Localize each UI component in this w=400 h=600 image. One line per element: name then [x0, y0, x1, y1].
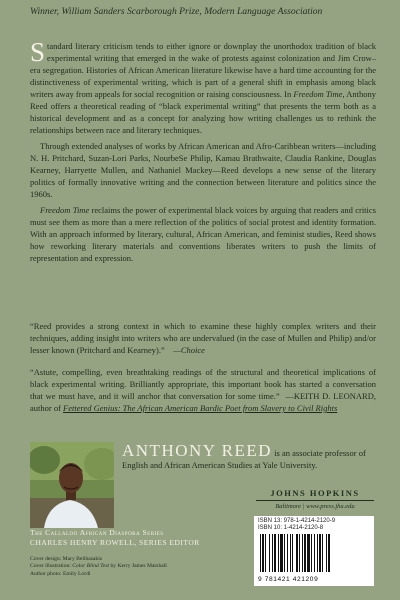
barcode-bar: [290, 534, 291, 572]
series-info: [30, 528, 200, 548]
blurb-text: “Reed provides a strong context in which to examine these highly complex writers and their techniques, adding insight into writers who are undervalued (in the case of Mullen and Philip) and/or lesser known (Pritchard and Kearney).”: [30, 321, 376, 355]
description-paragraph-2: Through extended analyses of works by African American and Afro-Caribbean writers—including N. H. Pritchard, Suzan-Lori Parks, NourbeSe Philip, Kamau Brathwaite, Claudia Rankine, Douglas Kearney, Harryette Mullen, and Nathaniel Mackey—Reed develops a new sense of the literary politics of formally innovative writing and the connection between literature and politics since the 1960s.: [30, 141, 376, 199]
author-portrait-image: [30, 442, 114, 528]
barcode-bar: [260, 534, 261, 572]
barcode-bar: [326, 534, 327, 572]
publisher-location: Baltimore | www.press.jhu.edu: [275, 503, 355, 510]
barcode-digits: 9 781421 421209: [258, 576, 319, 583]
barcode-bar: [272, 534, 273, 572]
blurbs: [30, 320, 376, 424]
credit-illustration-suffix: by Kerry James Marshall: [109, 563, 167, 570]
author-name: ANTHONY REED: [122, 441, 273, 460]
description-paragraph-3: [30, 204, 376, 264]
barcode-bar: [307, 534, 310, 572]
isbn-10: ISBN 10: 1-4214-2120-8: [258, 525, 324, 531]
barcode-bar: [304, 534, 306, 572]
barcode-bar: [284, 534, 285, 572]
isbn-numbers: [258, 518, 335, 532]
description-paragraph-1: [30, 37, 377, 136]
blurb-attribution: —Choice: [173, 345, 205, 355]
description-p3-text: reclaims the power of experimental black voices by arguing that readers and critics must see them as more than a mere reflection of the politics of social protest and identity formation. With an approach informed by literary, cultural, African American, and feminist studies, Reed shows how reworking literary materials and conventions liberates writers to push the limits of representation and expression.: [30, 205, 376, 263]
award-line: Winner, William Sanders Scarborough Prize, Modern Language Association: [30, 6, 323, 17]
barcode-bar: [262, 534, 264, 572]
barcode-bar: [296, 534, 298, 572]
barcode-bar: [302, 534, 303, 572]
isbn-barcode-box: [254, 516, 374, 586]
barcode-bar: [317, 534, 318, 572]
barcode-image: [258, 534, 370, 574]
description-p1-text: tandard literary criticism tends to either ignore or downplay the unorthodox tradition of black experimental writing that emerged in the wake of protests against colonization and Jim Crow–era segregation. Histories of African American literature likewise have a hard time accounting for the distinctiveness of experimental writing, which is part of a general shift in emphasis among black writers away from appeals for social recognition or raising consciousness. In: [30, 41, 376, 99]
credit-illustration: [30, 563, 167, 570]
book-title: Freedom Time: [293, 89, 343, 99]
credit-illustration-prefix: Cover illustration:: [30, 563, 73, 570]
barcode-bar: [319, 534, 321, 572]
blurb-attribution: —KEITH D. LEONARD, author of: [30, 391, 376, 413]
cover-credits: [30, 556, 167, 578]
credit-design: Cover design: Mary Belibasakis: [30, 556, 102, 562]
description-p1-end: , Anthony Reed offers a theoretical reading of “black experimental writing” that presents the term both as a historical development and as a concept for analyzing how writing challenges us to rethink the relationships between race and literary techniques.: [30, 89, 377, 135]
publisher-logo: [256, 488, 374, 510]
barcode-bar: [328, 534, 330, 572]
barcode-bar: [292, 534, 293, 572]
author-bio-text: is an associate professor of English and African American Studies at Yale University.: [122, 448, 366, 470]
barcode-bar: [311, 534, 312, 572]
book-title: Freedom Time: [40, 205, 90, 215]
barcode-bar: [269, 534, 270, 572]
blurb-text: “Astute, compelling, even breathtaking readings of the structural and theoretical implications of black experimental writing. Brilliantly appropriate, this important book has started a conversation that we must have, and it will anchor that conversation for some time.”: [30, 367, 376, 401]
barcode-bar: [278, 534, 279, 572]
author-bio: [122, 442, 372, 471]
barcode-bar: [280, 534, 283, 572]
blurb-attribution-title: Fettered Genius: The African American Bardic Poet from Slavery to Civil Rights: [63, 403, 338, 413]
barcode-bar: [265, 534, 266, 572]
barcode-bar: [299, 534, 300, 572]
blurb-leonard: [30, 366, 376, 414]
series-name: The Callaloo African Diaspora Series: [30, 528, 164, 537]
barcode-bar: [314, 534, 315, 572]
drop-cap: S: [30, 37, 46, 67]
isbn-13: ISBN 13: 978-1-4214-2120-9: [258, 518, 336, 524]
credit-photo: Author photo: Emily Lordi: [30, 570, 91, 577]
barcode-bar: [322, 534, 323, 572]
publisher-name: JOHNS HOPKINS: [256, 488, 374, 501]
barcode-bar: [287, 534, 288, 572]
series-editor: CHARLES HENRY ROWELL, SERIES EDITOR: [30, 538, 200, 547]
blurb-choice: [30, 320, 376, 356]
author-photo: [30, 442, 114, 528]
description: [30, 37, 377, 268]
credit-illustration-title: Color Blind Test: [72, 563, 110, 570]
barcode-bar: [274, 534, 276, 572]
